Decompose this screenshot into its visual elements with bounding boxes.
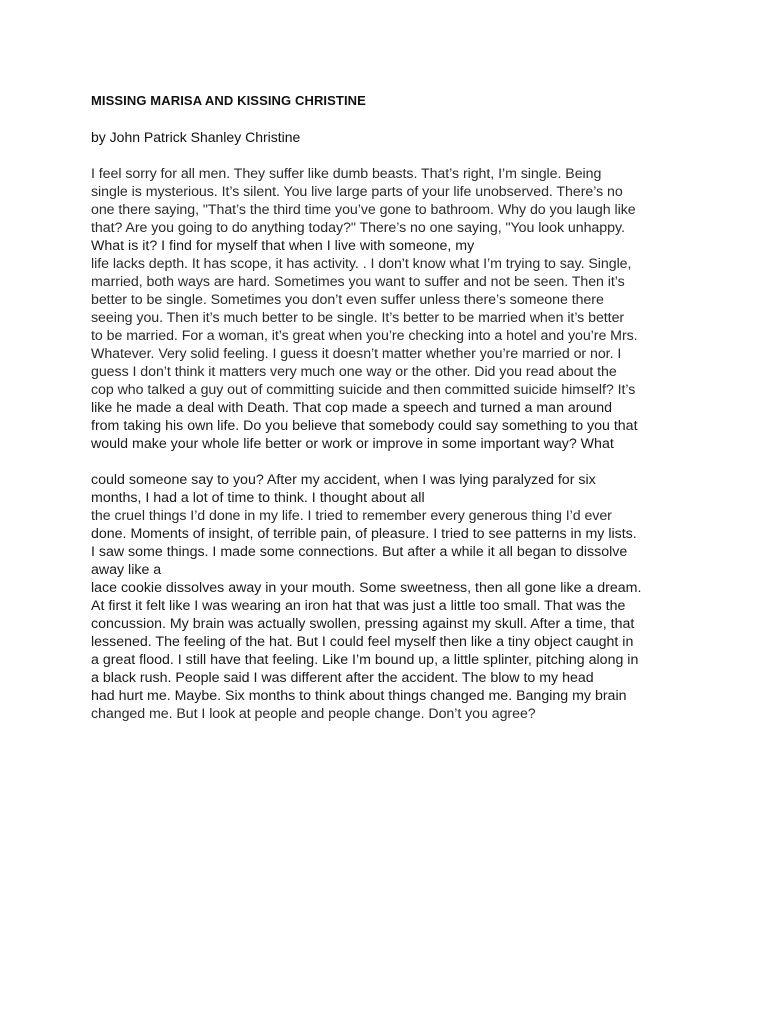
body-line: a great flood. I still have that feeling. Like I’m bound up, a little splinter, pitching along in (91, 652, 639, 668)
body-line: changed me. But I look at people and people change. Don’t you agree? (91, 706, 536, 722)
body-line: I feel sorry for all men. They suffer like dumb beasts. That’s right, I’m single. Being (91, 166, 602, 182)
body-line: married, both ways are hard. Sometimes you want to suffer and not be seen. Then it’s (91, 274, 625, 290)
body-line: that? Are you going to do anything today?" There’s no one saying, "You look unhappy. (91, 220, 625, 236)
body-line: months, I had a lot of time to think. I thought about all (91, 490, 425, 506)
body-line: had hurt me. Maybe. Six months to think about things changed me. Banging my brain (91, 688, 627, 704)
body-line: the cruel things I’d done in my life. I tried to remember every generous thing I’d ever (91, 508, 612, 524)
document-byline: by John Patrick Shanley Christine (91, 129, 301, 145)
body-line: life lacks depth. It has scope, it has activity. . I don’t know what I’m trying to say. Single, (91, 256, 632, 272)
body-line: single is mysterious. It’s silent. You live large parts of your life unobserved. There’s no (91, 184, 623, 200)
document-title: MISSING MARISA AND KISSING CHRISTINE (91, 93, 366, 108)
body-line: lessened. The feeling of the hat. But I could feel myself then like a tiny object caught in (91, 634, 634, 650)
body-line: At first it felt like I was wearing an iron hat that was just a little too small. That was the (91, 598, 626, 614)
body-line: would make your whole life better or work or improve in some important way? What (91, 436, 614, 452)
body-line: from taking his own life. Do you believe that somebody could say something to you that (91, 418, 638, 434)
body-line: lace cookie dissolves away in your mouth. Some sweetness, then all gone like a dream. (91, 580, 642, 596)
body-line: done. Moments of insight, of terrible pain, of pleasure. I tried to see patterns in my lists. (91, 526, 637, 542)
body-line: could someone say to you? After my accident, when I was lying paralyzed for six (91, 472, 596, 488)
body-line: cop who talked a guy out of committing suicide and then committed suicide himself? It’s (91, 382, 636, 398)
body-line: What is it? I find for myself that when I live with someone, my (91, 238, 475, 254)
body-line: I saw some things. I made some connections. But after a while it all began to dissolve (91, 544, 628, 560)
body-line: concussion. My brain was actually swollen, pressing against my skull. After a time, that (91, 616, 635, 632)
body-line: like he made a deal with Death. That cop made a speech and turned a man around (91, 400, 613, 416)
body-line: better to be single. Sometimes you don’t even suffer unless there’s someone there (91, 292, 604, 308)
body-line: one there saying, "That’s the third time you’ve gone to bathroom. Why do you laugh like (91, 202, 636, 218)
body-line: seeing you. Then it’s much better to be single. It’s better to be married when it’s better (91, 310, 625, 326)
body-line: guess I don’t think it matters very much one way or the other. Did you read about the (91, 364, 617, 380)
body-line: a black rush. People said I was different after the accident. The blow to my head (91, 670, 594, 686)
body-line: to be married. For a woman, it’s great when you’re checking into a hotel and you’re Mrs. (91, 328, 638, 344)
body-line: away like a (91, 562, 162, 578)
body-line: Whatever. Very solid feeling. I guess it doesn’t matter whether you’re married or nor. I (91, 346, 622, 362)
